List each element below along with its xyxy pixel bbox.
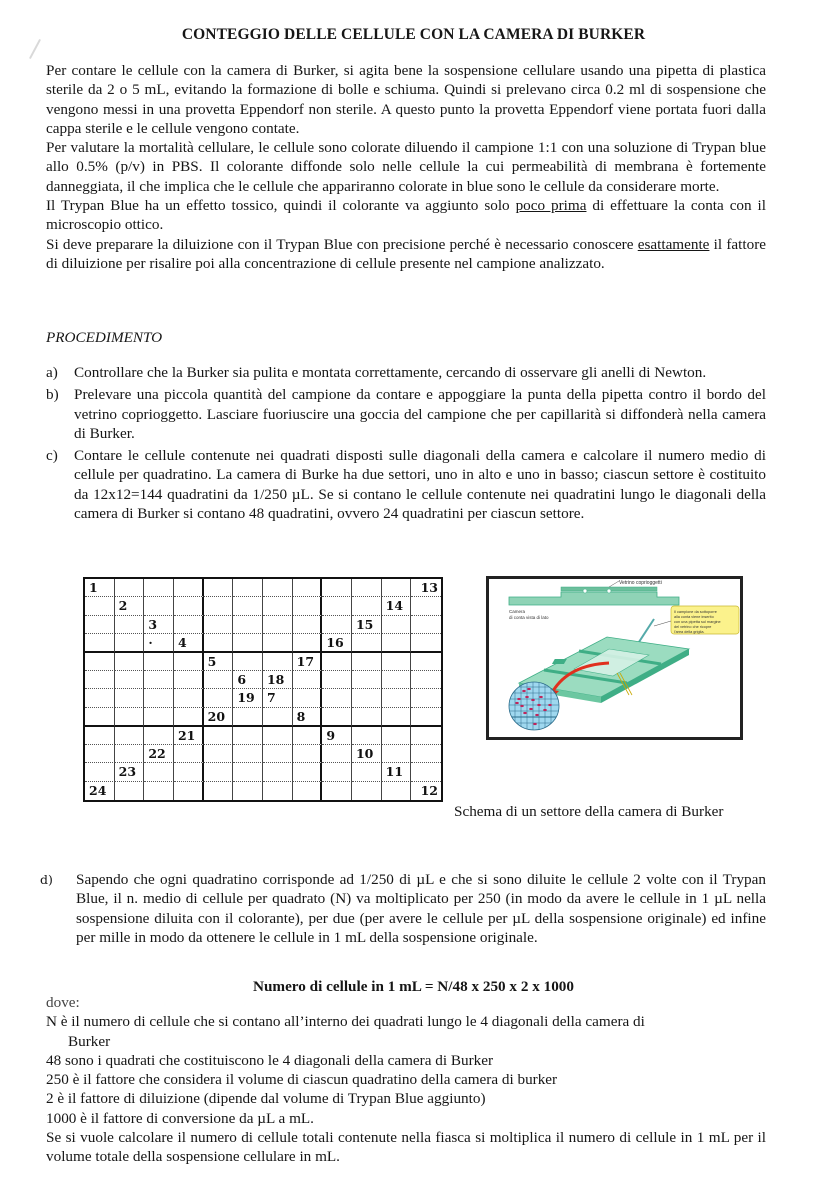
grid-cell xyxy=(115,634,145,653)
grid-cell xyxy=(322,597,352,615)
legend-2: 2 è il fattore di diluizione (dipende dal volume di Trypan Blue aggiunto) xyxy=(46,1090,486,1108)
step-text: Contare le cellule contenute nei quadrati disposti sulle diagonali della camera e calcolare il numero medio di cellule per quadratino. La camera di Burke ha due settori, uno in alto e uno in basso; ciascun settore è costituito da 12x12=144 quadratini da 1/250 µL. Se si contano le cellule contenute nei quadratini lungo le diagonali della camera di Burker si contano 48 quadratini, ovvero 24 quadratini per ciascun settore. xyxy=(74,447,766,523)
grid-cell xyxy=(115,616,145,634)
svg-text:Camera: Camera xyxy=(509,609,526,614)
grid-cell xyxy=(174,745,204,763)
grid-cell xyxy=(204,579,234,597)
grid-cell xyxy=(411,763,441,781)
grid-cell: 16 xyxy=(322,634,352,653)
svg-text:l'area della griglia.: l'area della griglia. xyxy=(674,630,705,634)
grid-cell: 14 xyxy=(382,597,412,615)
grid-cell: 13 xyxy=(411,579,441,597)
grid-cell xyxy=(352,782,382,800)
grid-cell xyxy=(144,727,174,745)
grid-cell xyxy=(85,616,115,634)
grid-cell xyxy=(85,708,115,727)
grid-cell xyxy=(115,745,145,763)
intro-paragraph-1: Per contare le cellule con la camera di Burker, si agita bene la sospensione cellulare usando una pipetta di plastica sterile da 2 o 5 mL, evitando la formazione di bolle e schiuma. Quindi si prelevano circa 0.2 ml di sospensione che vengono messi in una provetta Eppendorf non sterile. A questo punto la provetta Eppendorf viene portata fuori dalla cappa sterile e le cellule vengono contate. xyxy=(46,62,766,137)
grid-cell xyxy=(382,782,412,800)
grid-cell xyxy=(263,579,293,597)
step-c xyxy=(46,446,766,523)
grid-cell xyxy=(382,634,412,653)
step-label: a) xyxy=(46,364,58,381)
grid-cell xyxy=(322,689,352,707)
grid-cell: 18 xyxy=(263,671,293,689)
grid-cell xyxy=(322,671,352,689)
grid-cell xyxy=(322,579,352,597)
grid-cell xyxy=(382,727,412,745)
grid-cell xyxy=(174,597,204,615)
intro-paragraph-4 xyxy=(46,235,766,274)
legend-total: Se si vuole calcolare il numero di cellule totali contenute nella fiasca si moltiplica il numero di cellule in 1 mL per il volume totale della sospensione cellulare in mL. xyxy=(46,1129,766,1166)
grid-cell xyxy=(115,653,145,671)
grid-cell xyxy=(233,745,263,763)
grid-cell xyxy=(352,597,382,615)
grid-cell xyxy=(293,745,323,763)
grid-cell xyxy=(322,708,352,727)
procedure-steps xyxy=(46,363,766,523)
grid-cell xyxy=(174,616,204,634)
grid-cell: 23 xyxy=(115,763,145,781)
grid-cell xyxy=(411,671,441,689)
grid-cell xyxy=(411,689,441,707)
grid-cell: · xyxy=(144,634,174,653)
grid-cell xyxy=(382,745,412,763)
grid-cell: 4 xyxy=(174,634,204,653)
grid-cell xyxy=(293,782,323,800)
legend-250: 250 è il fattore che considera il volume di ciascun quadratino della camera di burker xyxy=(46,1071,558,1089)
grid-cell xyxy=(85,653,115,671)
grid-cell xyxy=(322,782,352,800)
grid-cell: 21 xyxy=(174,727,204,745)
grid-cell xyxy=(85,745,115,763)
grid-cell xyxy=(263,745,293,763)
grid-cell xyxy=(263,616,293,634)
grid-cell xyxy=(174,671,204,689)
grid-cell: 15 xyxy=(352,616,382,634)
grid-cell xyxy=(204,597,234,615)
grid-cell xyxy=(174,763,204,781)
grid-cell xyxy=(144,671,174,689)
grid-cell xyxy=(233,616,263,634)
grid-cell xyxy=(115,689,145,707)
grid-cell xyxy=(233,634,263,653)
figure-caption: Schema di un settore della camera di Burker xyxy=(454,803,724,820)
legend-n: N è il numero di cellule che si contano all’interno dei quadrati lungo le 4 diagonali della camera di xyxy=(46,1013,645,1031)
grid-cell xyxy=(85,634,115,653)
svg-text:con una pipetta sul margine: con una pipetta sul margine xyxy=(674,620,721,624)
grid-cell: 24 xyxy=(85,782,115,800)
grid-cell xyxy=(322,653,352,671)
grid-cell xyxy=(204,616,234,634)
step-d xyxy=(40,870,766,947)
grid-cell xyxy=(204,763,234,781)
grid-cell xyxy=(144,597,174,615)
grid-cell xyxy=(144,579,174,597)
grid-cell: 17 xyxy=(293,653,323,671)
grid-cell: 7 xyxy=(263,689,293,707)
formula: Numero di cellule in 1 mL = N/48 x 250 x 2 x 1000 xyxy=(253,978,574,995)
grid-cell xyxy=(382,689,412,707)
grid-cell xyxy=(352,689,382,707)
grid-cell xyxy=(174,689,204,707)
grid-cell xyxy=(352,708,382,727)
grid-cell xyxy=(411,616,441,634)
grid-cell xyxy=(233,763,263,781)
grid-cell xyxy=(411,745,441,763)
grid-cell xyxy=(85,597,115,615)
grid-cell xyxy=(204,745,234,763)
grid-cell xyxy=(382,653,412,671)
svg-text:Il campione da sottoporre: Il campione da sottoporre xyxy=(674,610,717,614)
grid-cell xyxy=(174,708,204,727)
grid-cell xyxy=(263,597,293,615)
grid-cell xyxy=(263,634,293,653)
grid-cell xyxy=(352,763,382,781)
legend-1000: 1000 è il fattore di conversione da µL a mL. xyxy=(46,1109,314,1127)
grid-cell xyxy=(411,597,441,615)
grid-cell xyxy=(293,727,323,745)
svg-text:di conta vista di lato: di conta vista di lato xyxy=(509,615,549,620)
text: il fattore di diluizione per risalire poi alla concentrazione di cellule presente nel campione analizzato. xyxy=(46,235,766,272)
chamber-diagram-svg xyxy=(489,579,740,737)
grid-cell xyxy=(293,597,323,615)
svg-text:alla conta viene inserito: alla conta viene inserito xyxy=(674,615,714,619)
grid-cell xyxy=(263,763,293,781)
grid-cell xyxy=(85,727,115,745)
grid-cell xyxy=(115,579,145,597)
grid-cell xyxy=(115,782,145,800)
intro-section xyxy=(46,61,766,273)
text: Si deve preparare la diluizione con il Trypan Blue con precisione perché è necessario conoscere xyxy=(46,235,638,253)
grid-cell xyxy=(233,708,263,727)
underlined-text: esattamente xyxy=(637,235,710,253)
grid-cell xyxy=(352,634,382,653)
step-label: c) xyxy=(46,447,58,465)
grid-cell xyxy=(174,653,204,671)
grid-cell xyxy=(144,708,174,727)
grid-cell xyxy=(233,727,263,745)
procedure-heading: PROCEDIMENTO xyxy=(46,329,163,346)
grid-cell: 11 xyxy=(382,763,412,781)
grid-cell xyxy=(382,616,412,634)
grid-cell xyxy=(322,745,352,763)
page-title: CONTEGGIO DELLE CELLULE CON LA CAMERA DI BURKER xyxy=(181,26,646,43)
grid-cell: 19 xyxy=(233,689,263,707)
text: di effettuare la conta con il microscopio ottico. xyxy=(46,197,766,234)
svg-text:Vetrino coprioggetti: Vetrino coprioggetti xyxy=(619,580,662,586)
grid-cell: 20 xyxy=(204,708,234,727)
grid-cell xyxy=(144,689,174,707)
grid-cell xyxy=(411,708,441,727)
underlined-text: poco prima xyxy=(515,197,587,215)
grid-cell xyxy=(382,579,412,597)
grid-cell xyxy=(352,671,382,689)
grid-cell xyxy=(144,782,174,800)
grid-cell xyxy=(204,782,234,800)
grid-cell xyxy=(411,727,441,745)
grid-cell: 1 xyxy=(85,579,115,597)
grid-cell xyxy=(204,727,234,745)
grid-cell xyxy=(263,653,293,671)
grid-cell: 2 xyxy=(115,597,145,615)
grid-cell xyxy=(352,653,382,671)
grid-cell xyxy=(85,671,115,689)
grid-cell xyxy=(85,763,115,781)
legend-intro: dove: xyxy=(46,994,80,1011)
grid-cell: 22 xyxy=(144,745,174,763)
legend-n-continuation: Burker xyxy=(68,1032,111,1050)
text: Il Trypan Blue ha un effetto tossico, quindi il colorante va aggiunto solo xyxy=(46,197,516,215)
grid-cell xyxy=(233,653,263,671)
grid-cell xyxy=(204,671,234,689)
grid-cell xyxy=(293,763,323,781)
grid-cell xyxy=(293,634,323,653)
grid-cell: 3 xyxy=(144,616,174,634)
step-label: d) xyxy=(40,872,53,887)
grid-cell xyxy=(382,708,412,727)
burker-sector-grid xyxy=(83,577,443,802)
grid-cell: 12 xyxy=(420,782,438,798)
grid-cell xyxy=(382,671,412,689)
step-a xyxy=(46,363,766,382)
grid-cell xyxy=(263,727,293,745)
grid-cell xyxy=(204,634,234,653)
grid-cell xyxy=(263,708,293,727)
grid-cell xyxy=(293,616,323,634)
step-label: b) xyxy=(46,386,59,404)
grid-cell: 9 xyxy=(322,727,352,745)
step-text: Prelevare una piccola quantità del campione da contare e appoggiare la punta della pipetta contro il bordo del vetrino coprioggetto. Lasciare fuoriuscire una goccia del campione che per capillarità si diffonderà nella camera di Burker. xyxy=(74,386,766,442)
step-b xyxy=(46,385,766,443)
legend-48: 48 sono i quadrati che costituiscono le 4 diagonali della camera di Burker xyxy=(46,1051,494,1069)
svg-text:del vetrino che ricopre: del vetrino che ricopre xyxy=(674,625,712,629)
grid-cell xyxy=(144,653,174,671)
grid-cell xyxy=(293,671,323,689)
grid-cell xyxy=(115,727,145,745)
grid-cell xyxy=(233,782,263,800)
intro-paragraph-3 xyxy=(46,196,766,235)
grid-cell xyxy=(322,616,352,634)
grid-cell xyxy=(174,782,204,800)
grid-cell xyxy=(352,579,382,597)
grid-cell xyxy=(411,653,441,671)
grid-cell xyxy=(174,579,204,597)
formula-legend xyxy=(46,993,766,1167)
grid-cell: 6 xyxy=(233,671,263,689)
grid-cell xyxy=(204,689,234,707)
burker-chamber-illustration xyxy=(486,576,743,740)
grid-cell xyxy=(293,689,323,707)
step-text: Sapendo che ogni quadratino corrisponde ad 1/250 di µL e che si sono diluite le cellule 2 volte con il Trypan Blue, il n. medio di cellule per quadrato (N) va moltiplicato per 250 (in modo da avere le cellule in 1 µL nella sospensione diluita con il colorante), per due (per avere le cellule per µL della sospensione originale) ed infine per mille in modo da ottenere le cellule in 1 mL della sospensione originale. xyxy=(76,871,766,946)
step-text: Controllare che la Burker sia pulita e montata correttamente, cercando di osservare gli anelli di Newton. xyxy=(74,364,707,381)
grid-cell xyxy=(233,579,263,597)
grid-cell: 10 xyxy=(352,745,382,763)
grid-cell xyxy=(115,671,145,689)
grid-cell xyxy=(144,763,174,781)
grid-cell xyxy=(85,689,115,707)
grid-cell: 5 xyxy=(204,653,234,671)
grid-cell xyxy=(263,782,293,800)
grid-cell xyxy=(293,579,323,597)
grid-cell: 8 xyxy=(293,708,323,727)
grid-cell xyxy=(233,597,263,615)
grid-cell xyxy=(411,634,441,653)
grid-cell xyxy=(322,763,352,781)
intro-paragraph-2: Per valutare la mortalità cellulare, le cellule sono colorate diluendo il campione 1:1 con una soluzione di Trypan blue allo 0.5% (p/v) in PBS. Il colorante diffonde solo nelle cellule la cui permeabilità di membrana è fortemente danneggiata, il che implica che le cellule che appariranno colorate in blue sono le cellule da considerare morte. xyxy=(46,139,766,195)
grid-cell xyxy=(352,727,382,745)
grid-cell xyxy=(115,708,145,727)
